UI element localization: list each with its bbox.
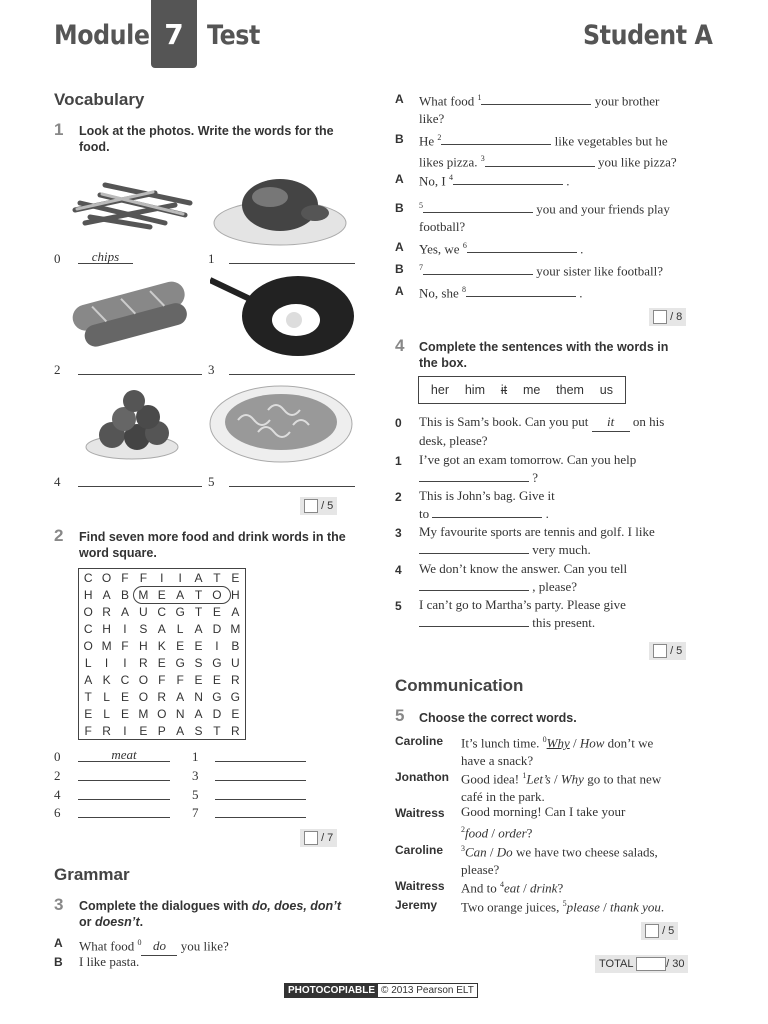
- q2-answer-3[interactable]: [215, 766, 306, 781]
- grid-letter: I: [123, 723, 127, 738]
- q3-answer-4[interactable]: [453, 172, 563, 185]
- speaker-waitress: Waitress: [395, 879, 445, 893]
- q3-answer-8[interactable]: [466, 284, 576, 297]
- score-box[interactable]: [304, 831, 318, 845]
- grid-letter: F: [121, 570, 129, 585]
- grid-letter: R: [230, 672, 240, 687]
- footer: [284, 983, 478, 998]
- grid-letter: R: [102, 604, 111, 619]
- grid-letter: B: [120, 587, 129, 602]
- grid-row: [79, 688, 246, 705]
- grid-letter: N: [194, 689, 203, 704]
- q1-number: 1: [54, 120, 64, 139]
- grid-letter: I: [123, 655, 127, 670]
- q4-example-answer: it: [592, 413, 630, 432]
- grid-letter: K: [157, 638, 166, 653]
- grid-letter: M: [230, 621, 241, 636]
- grid-letter: A: [194, 706, 203, 721]
- grid-letter: P: [157, 723, 166, 738]
- q2-score-value: / 7: [321, 831, 334, 844]
- grid-letter: O: [212, 587, 222, 602]
- grid-letter: D: [212, 706, 222, 721]
- q5-score: [641, 922, 678, 940]
- comm-line-2: Good morning! Can I take your $^2$food / order?: [461, 804, 626, 841]
- grid-letter: N: [175, 706, 185, 721]
- q1-label-5: 5: [208, 474, 215, 489]
- q2-example-answer: meat: [78, 747, 170, 762]
- grid-letter: E: [212, 604, 221, 619]
- q2-number: 2: [54, 526, 64, 545]
- q2-label-6: 6: [54, 805, 61, 820]
- student-label: Student A: [583, 20, 713, 51]
- option-why[interactable]: Why: [546, 735, 570, 751]
- q1-label-4: 4: [54, 474, 61, 489]
- q1-label-2: 2: [54, 362, 61, 377]
- dialogue-line-3: No, I $^4$ .: [419, 173, 570, 189]
- grid-letter: R: [230, 723, 240, 738]
- comm-line-5: Two orange juices, $^5$please / thank you.: [461, 899, 665, 915]
- q4-item-0: This is Sam’s book. Can you put it on his desk, please?: [419, 414, 665, 448]
- communication-heading: Communication: [395, 676, 524, 695]
- grid-letter: E: [120, 689, 129, 704]
- word-him: him: [464, 383, 485, 397]
- speaker-a: A: [395, 92, 404, 106]
- grid-letter: T: [194, 587, 203, 602]
- grid-letter: H: [230, 587, 240, 602]
- option-please[interactable]: please: [566, 899, 600, 915]
- grid-letter: O: [138, 672, 149, 687]
- q5-number: 5: [395, 706, 405, 725]
- grid-letter: H: [139, 638, 148, 653]
- grid-letter: O: [157, 706, 167, 721]
- grid-letter: E: [194, 638, 203, 653]
- q4-item-number: 0: [395, 416, 402, 430]
- q5-instruction: Choose the correct words.: [419, 711, 577, 725]
- option-order[interactable]: order: [498, 825, 527, 841]
- grid-letter: F: [139, 570, 148, 585]
- grid-letter: E: [231, 706, 240, 721]
- option-why[interactable]: Why: [560, 771, 584, 787]
- q2-label-5: 5: [192, 787, 199, 802]
- q1-label-3: 3: [208, 362, 215, 377]
- test-label: Test: [207, 20, 260, 51]
- grid-letter: U: [139, 604, 148, 619]
- grid-letter: A: [176, 723, 185, 738]
- vocabulary-heading: Vocabulary: [54, 90, 145, 109]
- grid-letter: A: [194, 621, 203, 636]
- grid-letter: A: [176, 689, 185, 704]
- module-number-badge: 7: [151, 0, 197, 68]
- speaker-b: B: [395, 201, 404, 215]
- word-us: us: [599, 383, 613, 397]
- grid-letter: E: [120, 706, 129, 721]
- option-lets[interactable]: Let’s: [526, 771, 551, 787]
- q1-answer-5[interactable]: [229, 472, 355, 487]
- speaker-caroline: Caroline: [395, 734, 444, 748]
- grid-letter: L: [103, 706, 110, 721]
- q1-instruction: Look at the photos. Write the words for the food.: [79, 124, 334, 154]
- grid-letter: L: [103, 689, 110, 704]
- grid-letter: I: [215, 638, 219, 653]
- q3-instruction: Complete the dialogues with do, does, don’t or doesn’t.: [79, 899, 342, 929]
- grid-letter: G: [212, 689, 222, 704]
- q1-answer-2[interactable]: [78, 360, 202, 375]
- word-square: [78, 568, 246, 740]
- grid-letter: A: [231, 604, 240, 619]
- grid-row: [79, 603, 246, 620]
- q2-label-3: 3: [192, 768, 199, 783]
- dialogue-line-6: $^7$ your sister like football?: [419, 263, 663, 279]
- grid-letter: F: [121, 638, 129, 653]
- speaker-a: A: [54, 936, 63, 950]
- q4-item-2: This is John’s bag. Give it to .: [419, 488, 555, 521]
- q2-label-2: 2: [54, 768, 61, 783]
- copyright: © 2013 Pearson ELT: [381, 985, 474, 996]
- q4-instruction: Complete the sentences with the words in the box.: [419, 340, 669, 370]
- grid-letter: G: [175, 604, 185, 619]
- grid-letter: E: [139, 723, 148, 738]
- dialogue-line-1: What food $^1$ your brother like?: [419, 93, 660, 127]
- speaker-a: A: [395, 240, 404, 254]
- q4-score: [649, 642, 686, 660]
- grid-letter: G: [212, 655, 222, 670]
- q4-item-number: 5: [395, 599, 402, 613]
- q4-item-4: We don’t know the answer. Can you tell , please?: [419, 561, 628, 594]
- option-how[interactable]: How: [579, 735, 605, 751]
- module-label: Module: [54, 20, 150, 51]
- grid-letter: A: [102, 587, 111, 602]
- dialogue-line-4: $^5$ you and your friends play football?: [419, 201, 670, 235]
- q2-answer-7[interactable]: [215, 803, 306, 818]
- q4-answer-2[interactable]: [432, 505, 542, 518]
- option-food[interactable]: food: [465, 825, 489, 841]
- q4-number: 4: [395, 336, 405, 355]
- dialogue-line-7: No, she $^8$ .: [419, 285, 583, 301]
- q3-example-answer: do: [141, 937, 177, 956]
- q2-answer-1[interactable]: [215, 747, 306, 762]
- q2-answer-5[interactable]: [215, 785, 306, 800]
- meat-circle: [133, 586, 231, 604]
- q1-label-0: 0: [54, 251, 61, 266]
- photo-chips: [65, 165, 195, 240]
- grid-letter: H: [83, 587, 93, 602]
- grid-letter: E: [231, 570, 240, 585]
- q4-item-number: 3: [395, 526, 402, 540]
- word-me: me: [522, 383, 541, 397]
- option-can[interactable]: Can: [465, 844, 487, 860]
- grid-row: [79, 569, 246, 587]
- dialogue-line-5: Yes, we $^6$ .: [419, 241, 584, 257]
- grid-letter: F: [84, 723, 92, 738]
- q2-answer-2[interactable]: [78, 766, 170, 781]
- q3-score-value: / 8: [670, 310, 683, 323]
- q1-score-value: / 5: [321, 499, 334, 512]
- q2-instruction: Find seven more food and drink words in the word square.: [79, 530, 346, 560]
- option-eat[interactable]: eat: [504, 880, 520, 896]
- q4-item-number: 4: [395, 563, 402, 577]
- grid-letter: A: [194, 570, 203, 585]
- q1-score: [300, 497, 337, 515]
- q2-answer-4[interactable]: [78, 785, 170, 800]
- grid-row: [79, 654, 246, 671]
- q4-item-number: 1: [395, 454, 402, 468]
- comm-line-4: And to $^4$eat / drink?: [461, 880, 564, 896]
- photo-bread: [65, 275, 195, 350]
- word-box: [418, 376, 626, 404]
- score-box[interactable]: [653, 644, 667, 658]
- q4-item-3: My favourite sports are tennis and golf. I like very much.: [419, 524, 655, 557]
- grid-letter: C: [83, 570, 93, 585]
- grid-letter: I: [160, 570, 164, 585]
- q1-answer-1[interactable]: [229, 249, 355, 264]
- grid-letter: G: [175, 655, 185, 670]
- grid-row: [79, 637, 246, 654]
- option-do[interactable]: Do: [496, 844, 513, 860]
- grid-letter: K: [102, 672, 111, 687]
- q4-item-1: I’ve got an exam tomorrow. Can you help ?: [419, 452, 637, 485]
- grid-letter: L: [84, 655, 92, 670]
- grid-letter: R: [157, 689, 167, 704]
- grid-letter: H: [102, 621, 111, 636]
- photo-tomatoes: [82, 385, 182, 465]
- grid-letter: I: [104, 655, 109, 670]
- q3-answer-3[interactable]: [485, 154, 595, 167]
- option-thank-you[interactable]: thank you: [609, 899, 661, 915]
- q3-number: 3: [54, 895, 64, 914]
- grid-letter: G: [230, 689, 240, 704]
- option-drink[interactable]: drink: [530, 880, 558, 896]
- q4-score-value: / 5: [670, 644, 683, 657]
- total-value: / 30: [666, 957, 685, 970]
- total-box[interactable]: [636, 957, 666, 971]
- grid-row: [79, 722, 246, 740]
- q1-label-1: 1: [208, 251, 215, 266]
- q4-answer-3[interactable]: [419, 541, 529, 554]
- q4-answer-4[interactable]: [419, 578, 529, 591]
- photo-egg-pan: [210, 272, 355, 357]
- q2-label-0: 0: [54, 749, 61, 764]
- grid-letter: D: [212, 621, 222, 636]
- q3-answer-5[interactable]: [423, 200, 533, 213]
- q3-answer-1[interactable]: [481, 92, 591, 105]
- word-them: them: [556, 383, 584, 397]
- grid-letter: T: [213, 570, 221, 585]
- grid-letter: R: [139, 655, 148, 670]
- q3-example-line: What food $^0$ do you like?: [79, 934, 229, 956]
- q2-label-7: 7: [192, 805, 199, 820]
- grid-letter: R: [102, 723, 111, 738]
- grid-letter: O: [101, 570, 112, 585]
- grid-row: [79, 671, 246, 688]
- grid-letter: A: [176, 587, 185, 602]
- q4-answer-5[interactable]: [419, 614, 529, 627]
- q2-label-1: 1: [192, 749, 199, 764]
- score-box[interactable]: [645, 924, 659, 938]
- comm-line-3: $^3$Can / Do we have two cheese salads, please?: [461, 844, 658, 878]
- q3-answer-2[interactable]: [441, 132, 551, 145]
- speaker-jonathon: Jonathon: [395, 770, 449, 784]
- grid-letter: E: [84, 706, 93, 721]
- grid-letter: A: [157, 621, 166, 636]
- grid-letter: M: [101, 638, 112, 653]
- speaker-b: B: [395, 132, 404, 146]
- grid-letter: T: [194, 604, 203, 619]
- grid-letter: A: [84, 672, 93, 687]
- grid-row: [79, 705, 246, 722]
- grid-letter: C: [83, 621, 93, 636]
- grid-row: [79, 620, 246, 637]
- q3-line-b: I like pasta.: [79, 954, 140, 969]
- speaker-b: B: [54, 955, 63, 969]
- grid-letter: S: [139, 621, 148, 636]
- word-her: her: [430, 383, 449, 397]
- grid-letter: M: [138, 587, 149, 602]
- photo-chicken: [210, 165, 350, 250]
- grid-letter: C: [157, 604, 167, 619]
- grid-letter: O: [83, 638, 93, 653]
- q1-answer-3[interactable]: [229, 360, 355, 375]
- grid-letter: O: [138, 689, 149, 704]
- grid-letter: E: [194, 672, 203, 687]
- grid-letter: U: [230, 655, 240, 670]
- grid-letter: S: [194, 723, 203, 738]
- grid-letter: L: [176, 621, 184, 636]
- grid-letter: B: [231, 638, 240, 653]
- q2-label-4: 4: [54, 787, 61, 802]
- q3-answer-7[interactable]: [423, 262, 533, 275]
- q4-item-number: 2: [395, 490, 402, 504]
- q2-answer-6[interactable]: [78, 803, 170, 818]
- total-label: TOTAL: [599, 957, 634, 970]
- grid-letter: F: [158, 672, 166, 687]
- q2-score: [300, 829, 337, 847]
- q4-answer-1[interactable]: [419, 469, 529, 482]
- speaker-a: A: [395, 172, 404, 186]
- grid-letter: E: [176, 638, 185, 653]
- grid-letter: A: [120, 604, 129, 619]
- q1-answer-4[interactable]: [78, 472, 202, 487]
- photocopiable-label: PHOTOCOPIABLE: [285, 984, 378, 997]
- grid-letter: E: [157, 655, 166, 670]
- q3-answer-6[interactable]: [467, 240, 577, 253]
- speaker-b: B: [395, 262, 404, 276]
- speaker-waitress: Waitress: [395, 806, 445, 820]
- grid-letter: E: [212, 672, 221, 687]
- comm-line-1: Good idea! $^1$Let’s / Why go to that new café in the park.: [461, 771, 662, 805]
- grid-letter: S: [194, 655, 203, 670]
- grid-letter: O: [83, 604, 93, 619]
- speaker-jeremy: Jeremy: [395, 898, 438, 912]
- q1-example-answer: chips: [78, 249, 133, 264]
- grid-letter: T: [84, 689, 92, 704]
- q3-score: [649, 308, 686, 326]
- dialogue-line-2: He $^2$ like vegetables but he likes pizza. $^3$ you like pizza?: [419, 133, 677, 170]
- grammar-heading: Grammar: [54, 865, 130, 884]
- score-box[interactable]: [304, 499, 318, 513]
- grid-letter: I: [178, 570, 182, 585]
- grid-letter: I: [123, 621, 127, 636]
- grid-letter: T: [213, 723, 221, 738]
- q5-score-value: / 5: [662, 924, 675, 937]
- speaker-caroline: Caroline: [395, 843, 444, 857]
- score-box[interactable]: [653, 310, 667, 324]
- grid-letter: M: [138, 706, 149, 721]
- comm-line-0: It’s lunch time. $^0$Why / How don’t we have a snack?: [461, 735, 654, 769]
- grid-letter: E: [157, 587, 166, 602]
- grid-letter: C: [120, 672, 130, 687]
- grid-letter: F: [176, 672, 184, 687]
- q4-item-5: I can’t go to Martha’s party. Please give this present.: [419, 597, 626, 630]
- photo-pasta: [208, 380, 354, 465]
- total-score: [595, 955, 688, 973]
- word-it: it: [500, 383, 508, 397]
- speaker-a: A: [395, 284, 404, 298]
